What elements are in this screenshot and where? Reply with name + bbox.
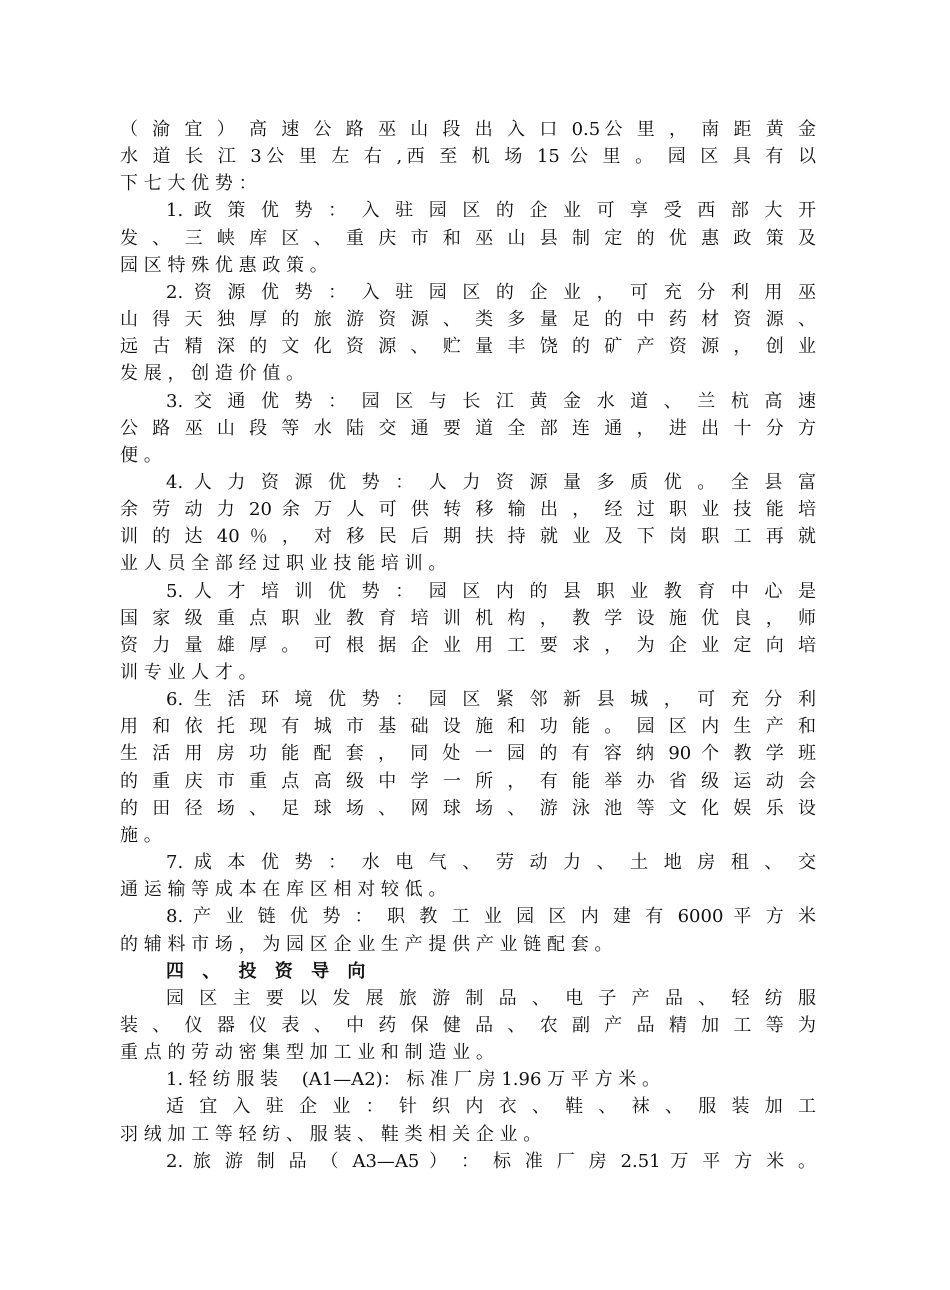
- text-line: 国 家 级 重 点 职 业 教 育 培 训 机 构 ， 教 学 设 施 优 良 ， 师: [120, 608, 816, 629]
- text-line: （ 渝 宜 ） 高 速 公 路 巫 山 段 出 入 口 0.5公 里 ， 南 距 黄 金: [120, 119, 816, 140]
- text-line: 通 运 输 等 成 本 在 库 区 相 对 较 低 。: [120, 879, 447, 900]
- text-line: 适 宜 入 驻 企 业 ： 针 织 内 衣 、 鞋 、 袜 、 服 装 加 工: [166, 1096, 816, 1117]
- text-line: 的 辅 料 市 场 ， 为 园 区 企 业 生 产 提 供 产 业 链 配 套 。: [120, 934, 613, 955]
- text-line: 装 、 仪 器 仪 表 、 中 药 保 健 品 、 农 副 产 品 精 加 工 等 为: [120, 1015, 816, 1036]
- text-line: 公 路 巫 山 段 等 水 陆 交 通 要 道 全 部 连 通 ， 进 出 十 分 方: [120, 418, 816, 439]
- text-line: 生 活 用 房 功 能 配 套 ， 同 处 一 园 的 有 容 纳 90 个 教 学 班: [120, 743, 816, 764]
- text-line: 3. 交 通 优 势 ： 园 区 与 长 江 黄 金 水 道 、 兰 杭 高 速: [166, 391, 816, 412]
- text-line: 的 重 庆 市 重 点 高 级 中 学 一 所 ， 有 能 举 办 省 级 运 动 会: [120, 771, 816, 792]
- text-line: 羽 绒 加 工 等 轻 纺 、 服 装 、 鞋 类 相 关 企 业 。: [120, 1124, 542, 1145]
- text-line: 2. 旅 游 制 品 （ A3—A5 ） ： 标 准 厂 房 2.51 万 平 方 米 。: [166, 1151, 816, 1172]
- text-line: 发 展 ， 创 造 价 值 。: [120, 363, 305, 384]
- text-line: 便 。: [120, 445, 162, 466]
- text-line: 5. 人 才 培 训 优 势 ： 园 区 内 的 县 职 业 教 育 中 心 是: [166, 581, 816, 602]
- text-line: 水 道 长 江 3公 里 左 右 ,西 至 机 场 15 公 里 。 园 区 具 有 以: [120, 146, 816, 167]
- text-line: 的 田 径 场 、 足 球 场 、 网 球 场 、 游 泳 池 等 文 化 娱 乐 设: [120, 798, 816, 819]
- text-line: 业 人 员 全 部 经 过 职 业 技 能 培 训 。: [120, 553, 447, 574]
- text-line: 重 点 的 劳 动 密 集 型 加 工 业 和 制 造 业 。: [120, 1042, 494, 1063]
- text-line: 下 七 大 优 势 ：: [120, 173, 257, 194]
- text-line: 资 力 量 雄 厚 。 可 根 据 企 业 用 工 要 求 ， 为 企 业 定 向 培: [120, 635, 816, 656]
- text-line: 发 、 三 峡 库 区 、 重 庆 市 和 巫 山 县 制 定 的 优 惠 政 策 及: [120, 228, 816, 249]
- text-line: 1. 政 策 优 势 ： 入 驻 园 区 的 企 业 可 享 受 西 部 大 开: [166, 200, 816, 221]
- text-line: 园 区 特 殊 优 惠 政 策 。: [120, 255, 328, 276]
- text-line: 7. 成 本 优 势 ： 水 电 气 、 劳 动 力 、 土 地 房 租 、 交: [166, 852, 816, 873]
- text-line: 远 古 精 深 的 文 化 资 源 、 贮 量 丰 饶 的 矿 产 资 源 ， 创 业: [120, 336, 816, 357]
- text-line: 2. 资 源 优 势 ： 入 驻 园 区 的 企 业 ， 可 充 分 利 用 巫: [166, 282, 816, 303]
- text-line: 1. 轻 纺 服 装 (A1—A2)： 标 准 厂 房 1.96 万 平 方 米 。: [166, 1069, 661, 1090]
- text-line: 余 劳 动 力 20 余 万 人 可 供 转 移 输 出 ， 经 过 职 业 技 能 培: [120, 499, 816, 520]
- text-line: 园 区 主 要 以 发 展 旅 游 制 品 、 电 子 产 品 、 轻 纺 服: [166, 988, 816, 1009]
- text-line: 用 和 依 托 现 有 城 市 基 础 设 施 和 功 能 。 园 区 内 生 产 和: [120, 716, 816, 737]
- text-line: 8. 产 业 链 优 势 ： 职 教 工 业 园 区 内 建 有 6000 平 方 米: [166, 906, 816, 927]
- text-line: 6. 生 活 环 境 优 势 ： 园 区 紧 邻 新 县 城 ， 可 充 分 利: [166, 689, 816, 710]
- text-line: 训 专 业 人 才 。: [120, 662, 257, 683]
- text-line: 山 得 天 独 厚 的 旅 游 资 源 、 类 多 量 足 的 中 药 材 资 源 、: [120, 309, 816, 330]
- text-line: 4. 人 力 资 源 优 势 ： 人 力 资 源 量 多 质 优 。 全 县 富: [166, 472, 816, 493]
- section-heading: 四 、 投 资 导 向: [166, 961, 372, 982]
- text-line: 训 的 达 40 ％ ， 对 移 民 后 期 扶 持 就 业 及 下 岗 职 工 再 就: [120, 526, 816, 547]
- text-line: 施 。: [120, 825, 162, 846]
